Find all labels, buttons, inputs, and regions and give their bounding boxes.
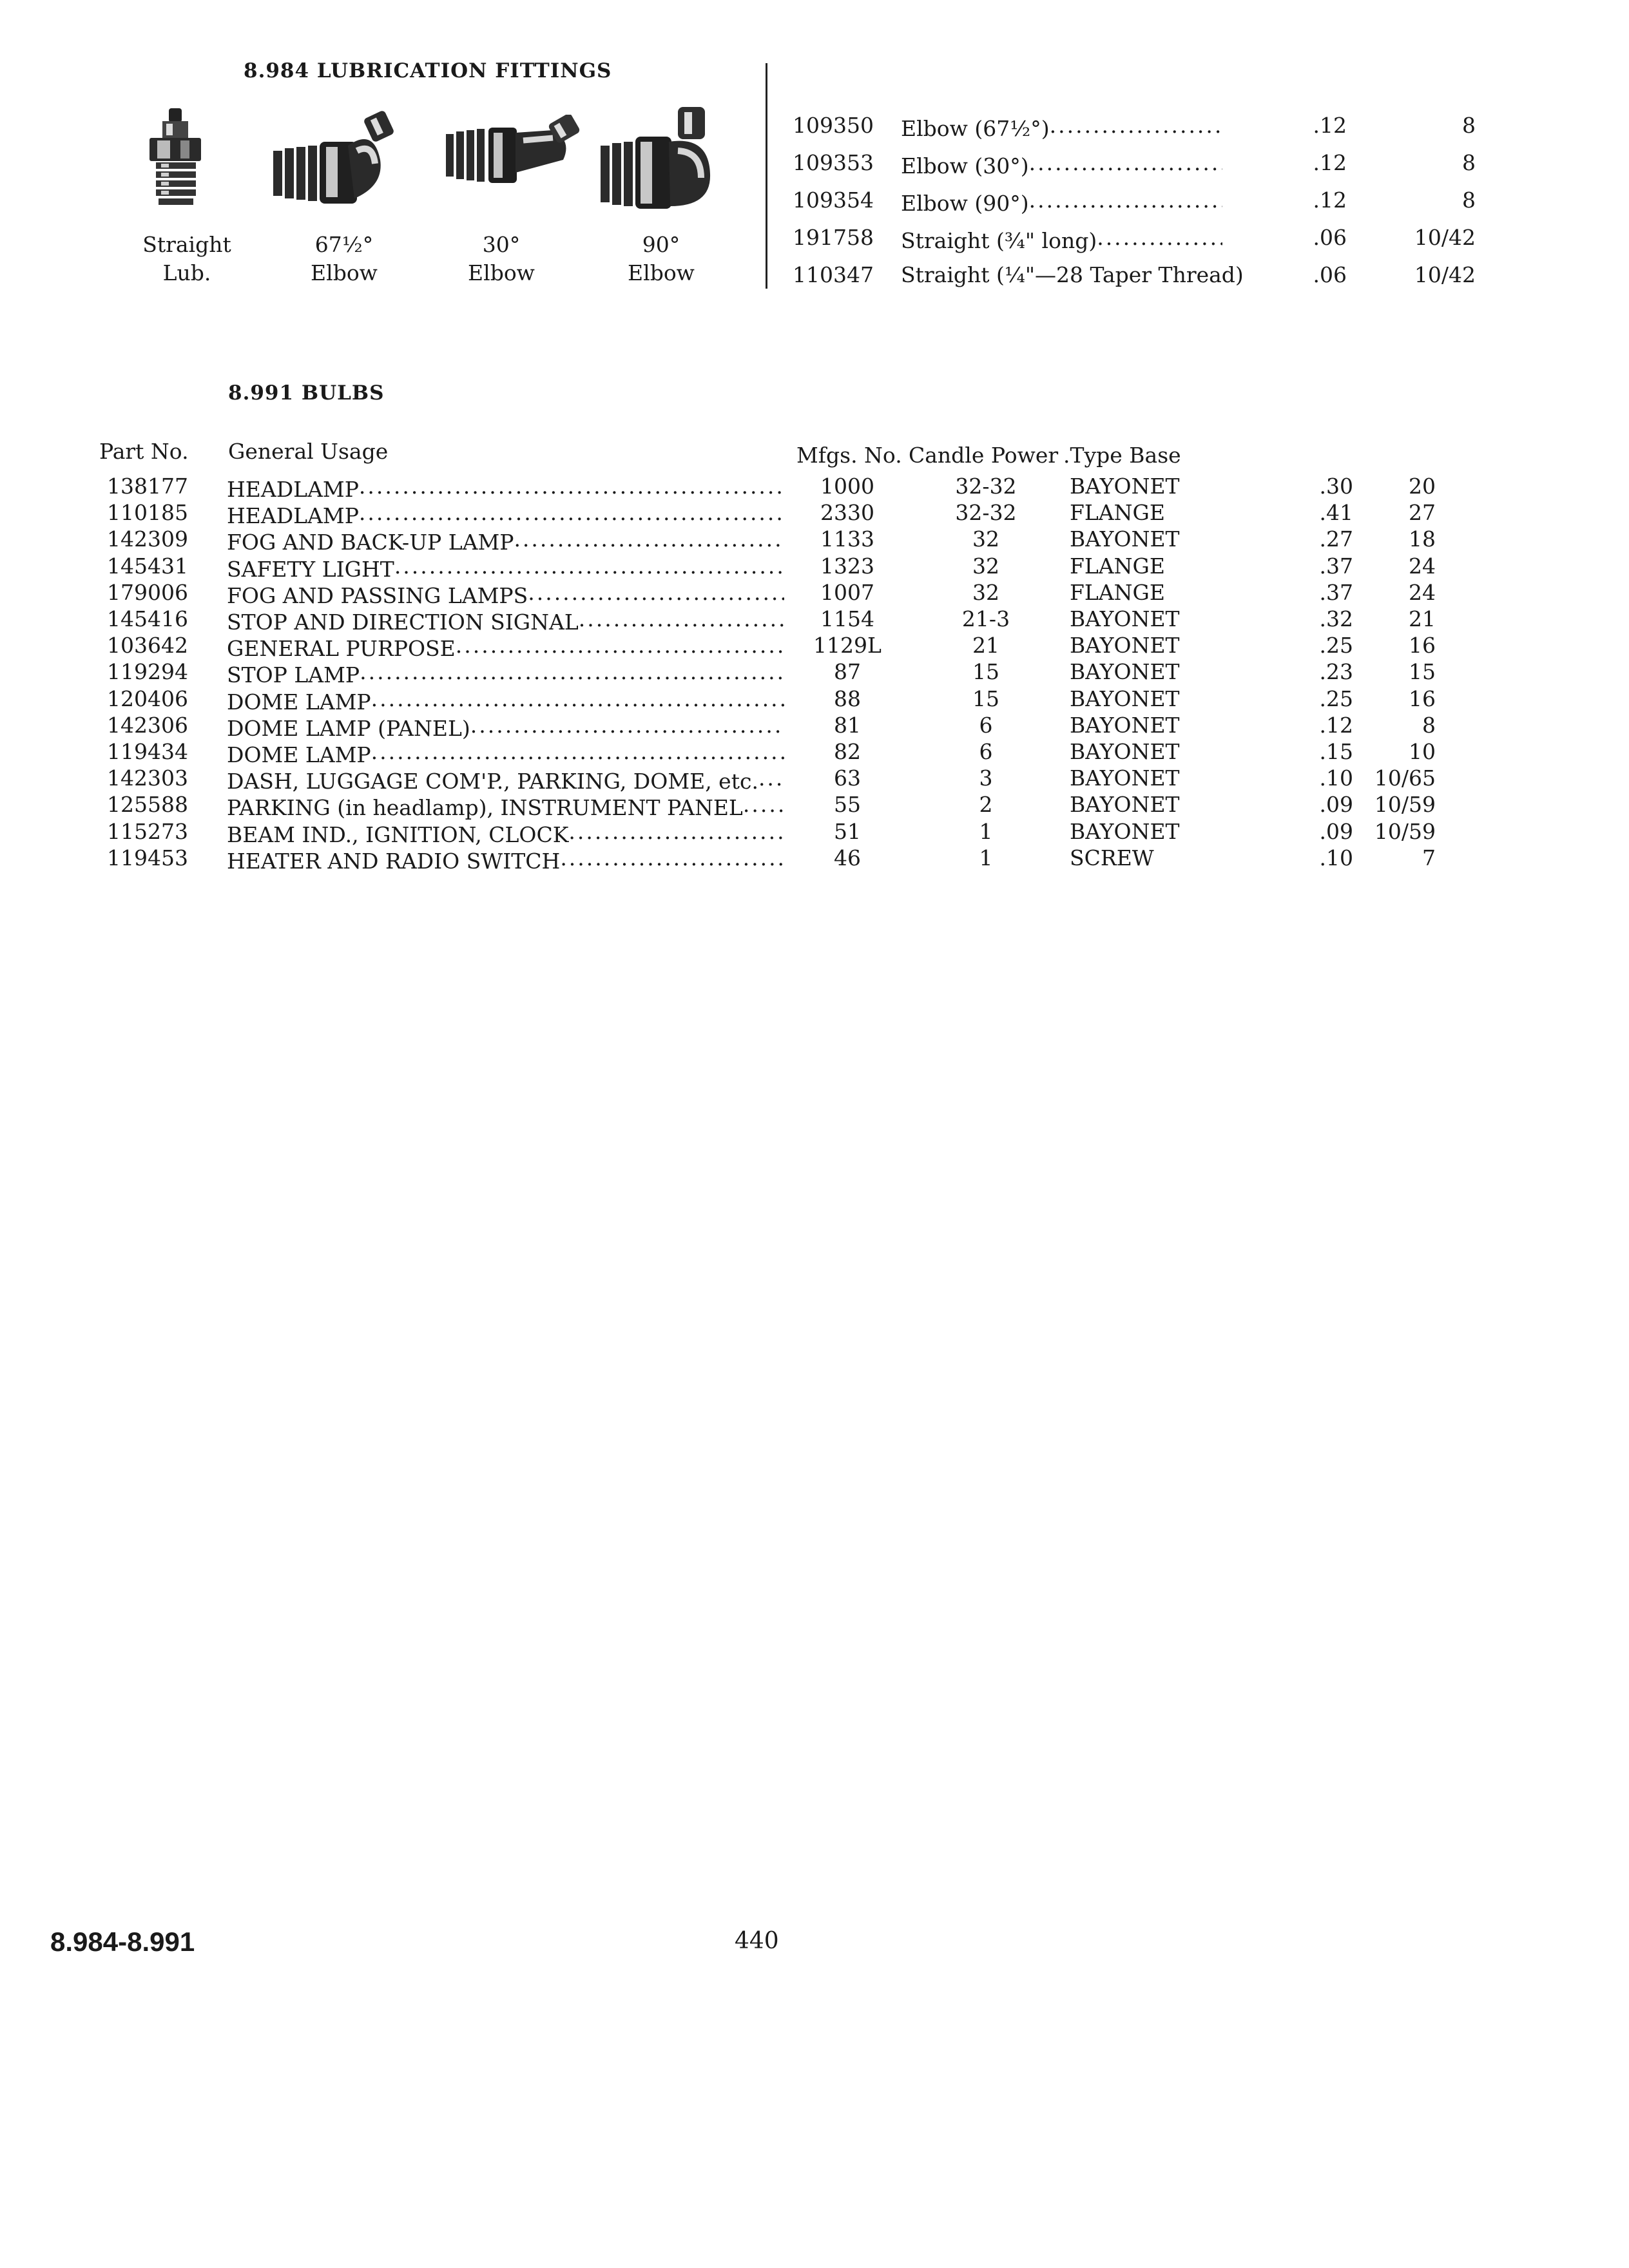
bulb-mfgs-no: 46 <box>834 845 861 870</box>
bulb-type-base: FLANGE <box>1070 500 1165 526</box>
dot-leader <box>359 502 784 523</box>
bulb-quantity: 27 <box>1409 500 1436 526</box>
bulb-type-base: BAYONET <box>1070 633 1180 658</box>
bulb-candle-power: 15 <box>972 686 999 711</box>
bulb-row <box>0 818 1629 847</box>
bulb-candle-power: 21-3 <box>961 606 1010 631</box>
bulb-part-no: 103642 <box>107 633 188 658</box>
bulb-part-no: 119453 <box>107 845 188 870</box>
bulb-row <box>0 847 1629 873</box>
fitting-quantity: 8 <box>1462 113 1476 138</box>
caption-elbow-67 <box>273 231 415 287</box>
fitting-description: Straight (¼"—28 Taper Thread) <box>901 262 1244 287</box>
bulb-row <box>0 476 1629 501</box>
fitting-description: Straight (¾" long)..... <box>901 227 1222 251</box>
bulb-row <box>0 767 1629 793</box>
bulb-usage: DOME LAMP (PANEL)..... <box>227 715 784 739</box>
bulb-quantity: 10/59 <box>1374 792 1436 818</box>
bulb-quantity: 15 <box>1409 659 1436 685</box>
dot-leader <box>371 741 784 762</box>
dot-leader <box>528 582 784 603</box>
bulb-usage: SAFETY LIGHT..... <box>227 555 784 580</box>
bulb-quantity: 16 <box>1409 633 1436 658</box>
fitting-part-no: 109354 <box>793 187 874 213</box>
bulb-quantity: 10 <box>1409 739 1436 764</box>
caption-line: 30° <box>482 232 521 257</box>
fitting-description: Elbow (30°)..... <box>901 152 1222 177</box>
elbow-90-fitting-photo <box>598 103 720 213</box>
header-mfgs-no: Mfgs. No. <box>796 443 902 468</box>
fitting-price: .12 <box>1313 150 1347 175</box>
fitting-part-no: 191758 <box>793 225 874 250</box>
bulb-candle-power: 32-32 <box>955 474 1017 499</box>
bulb-candle-power: 32 <box>972 553 999 579</box>
fitting-price: .06 <box>1313 262 1347 287</box>
bulb-quantity: 20 <box>1409 474 1436 499</box>
dot-leader <box>470 715 784 736</box>
bulb-part-no: 142303 <box>107 765 188 791</box>
fitting-quantity: 10/42 <box>1414 225 1476 250</box>
bulb-part-no: 142306 <box>107 712 188 738</box>
bulb-part-no: 120406 <box>107 686 188 711</box>
column-divider <box>766 63 767 289</box>
caption-line: 67½° <box>314 232 374 257</box>
fitting-part-no: 109350 <box>793 113 874 138</box>
bulb-part-no: 119294 <box>107 659 188 685</box>
dot-leader <box>371 688 784 709</box>
bulb-row <box>0 688 1629 714</box>
bulb-price: .30 <box>1319 474 1353 499</box>
dot-leader <box>359 476 784 497</box>
bulb-price: .25 <box>1319 686 1353 711</box>
fitting-description: Elbow (90°)..... <box>901 189 1222 214</box>
bulb-type-base: BAYONET <box>1070 686 1180 711</box>
bulb-price: .15 <box>1319 739 1353 764</box>
bulb-price: .37 <box>1319 553 1353 579</box>
dot-leader <box>568 821 784 842</box>
bulb-usage: HEADLAMP..... <box>227 476 784 500</box>
bulb-type-base: BAYONET <box>1070 659 1180 685</box>
dot-leader <box>360 661 784 682</box>
bulb-row <box>0 661 1629 687</box>
bulb-usage: GENERAL PURPOSE..... <box>227 635 784 659</box>
fitting-part-no: 110347 <box>793 262 874 287</box>
bulb-usage: PARKING (in headlamp), INSTRUMENT PANEL..... <box>227 794 784 818</box>
bulb-quantity: 10/59 <box>1374 818 1436 844</box>
bulb-row <box>0 502 1629 528</box>
bulb-row <box>0 794 1629 820</box>
fitting-quantity: 8 <box>1462 187 1476 213</box>
caption-straight-lub <box>116 231 258 287</box>
caption-line: Elbow <box>628 260 695 285</box>
bulb-part-no: 110185 <box>107 500 188 526</box>
bulb-quantity: 24 <box>1409 553 1436 579</box>
bulb-row <box>0 528 1629 554</box>
bulb-part-no: 115273 <box>107 818 188 844</box>
bulb-quantity: 21 <box>1409 606 1436 631</box>
bulb-candle-power: 6 <box>979 712 993 738</box>
fitting-part-no: 109353 <box>793 150 874 175</box>
bulb-type-base: FLANGE <box>1070 553 1165 579</box>
caption-line: Lub. <box>162 260 211 285</box>
bulb-mfgs-no: 55 <box>834 792 861 818</box>
bulb-row <box>0 635 1629 660</box>
bulb-mfgs-no: 1129L <box>813 633 882 658</box>
bulb-price: .10 <box>1319 845 1353 870</box>
bulb-type-base: BAYONET <box>1070 606 1180 631</box>
bulb-candle-power: 15 <box>972 659 999 685</box>
dot-leader <box>758 767 784 789</box>
caption-line: Elbow <box>468 260 535 285</box>
lubrication-heading: 8.984 LUBRICATION FITTINGS <box>244 59 612 82</box>
bulb-type-base: BAYONET <box>1070 526 1180 552</box>
fitting-quantity: 10/42 <box>1414 262 1476 287</box>
bulb-mfgs-no: 51 <box>834 818 861 844</box>
bulb-mfgs-no: 81 <box>834 712 861 738</box>
dot-leader <box>514 528 784 550</box>
bulb-price: .23 <box>1319 659 1353 685</box>
dot-leader <box>394 555 784 577</box>
bulb-usage: FOG AND BACK-UP LAMP..... <box>227 528 784 553</box>
bulb-mfgs-no: 1000 <box>820 474 874 499</box>
bulb-usage: HEADLAMP..... <box>227 502 784 526</box>
straight-fitting-photo <box>140 103 211 213</box>
bulb-price: .37 <box>1319 579 1353 605</box>
bulb-row <box>0 579 1629 608</box>
bulb-type-base: BAYONET <box>1070 792 1180 818</box>
bulb-usage: DOME LAMP..... <box>227 741 784 765</box>
bulb-part-no: 145416 <box>107 606 188 631</box>
fitting-quantity: 8 <box>1462 150 1476 175</box>
bulb-price: .41 <box>1319 500 1353 526</box>
caption-elbow-90 <box>590 231 732 287</box>
page-number: 440 <box>735 1928 779 1954</box>
caption-line: Elbow <box>311 260 378 285</box>
header-candle-power: Candle Power <box>909 443 1059 468</box>
bulb-candle-power: 32 <box>972 526 999 552</box>
bulb-candle-power: 6 <box>979 739 993 764</box>
caption-elbow-30 <box>430 231 572 287</box>
bulb-type-base: BAYONET <box>1070 712 1180 738</box>
fitting-price: .12 <box>1313 113 1347 138</box>
bulbs-heading: 8.991 BULBS <box>228 381 385 405</box>
bulb-usage: FOG AND PASSING LAMPS..... <box>227 582 784 606</box>
bulb-usage: BEAM IND., IGNITION, CLOCK..... <box>227 821 784 845</box>
bulb-usage: HEATER AND RADIO SWITCH..... <box>227 847 784 872</box>
bulb-quantity: 16 <box>1409 686 1436 711</box>
caption-line: 90° <box>642 232 680 257</box>
bulb-part-no: 119434 <box>107 739 188 764</box>
bulb-type-base: BAYONET <box>1070 739 1180 764</box>
bulb-quantity: 7 <box>1422 845 1436 870</box>
header-general-usage: General Usage <box>228 439 389 464</box>
bulb-mfgs-no: 1323 <box>820 553 874 579</box>
bulb-price: .25 <box>1319 633 1353 658</box>
bulb-quantity: 8 <box>1422 712 1436 738</box>
bulb-type-base: SCREW <box>1070 845 1154 870</box>
bulb-type-base: BAYONET <box>1070 818 1180 844</box>
header-type-base: .Type Base <box>1063 443 1181 468</box>
bulb-part-no: 138177 <box>107 474 188 499</box>
bulb-mfgs-no: 1154 <box>820 606 874 631</box>
bulb-mfgs-no: 88 <box>834 686 861 711</box>
bulb-candle-power: 2 <box>979 792 993 818</box>
bulb-candle-power: 1 <box>979 845 993 870</box>
bulb-candle-power: 3 <box>979 765 993 791</box>
bulb-usage: DOME LAMP..... <box>227 688 784 713</box>
bulb-row <box>0 555 1629 581</box>
bulb-usage: STOP LAMP..... <box>227 661 784 686</box>
bulb-usage: DASH, LUGGAGE COM'P., PARKING, DOME, etc...... <box>227 767 784 792</box>
bulb-row <box>0 712 1629 741</box>
bulb-part-no: 145431 <box>107 553 188 579</box>
bulb-mfgs-no: 2330 <box>820 500 874 526</box>
bulb-price: .10 <box>1319 765 1353 791</box>
bulb-mfgs-no: 87 <box>834 659 861 685</box>
bulb-price: .09 <box>1319 818 1353 844</box>
bulb-candle-power: 32-32 <box>955 500 1017 526</box>
bulb-quantity: 18 <box>1409 526 1436 552</box>
bulb-price: .09 <box>1319 792 1353 818</box>
bulb-part-no: 125588 <box>107 792 188 818</box>
bulb-quantity: 10/65 <box>1374 765 1436 791</box>
dot-leader <box>456 635 784 656</box>
bulb-price: .12 <box>1319 712 1353 738</box>
dot-leader <box>743 794 784 815</box>
dot-leader <box>560 847 784 869</box>
fitting-description: Elbow (67½°)..... <box>901 115 1222 139</box>
bulb-candle-power: 1 <box>979 818 993 844</box>
dot-leader <box>579 608 784 629</box>
bulb-type-base: BAYONET <box>1070 474 1180 499</box>
elbow-30-fitting-photo <box>443 115 585 198</box>
bulb-part-no: 142309 <box>107 526 188 552</box>
bulb-price: .27 <box>1319 526 1353 552</box>
caption-line: Straight <box>142 232 231 257</box>
bulb-row <box>0 741 1629 767</box>
bulb-mfgs-no: 1133 <box>820 526 874 552</box>
bulb-type-base: FLANGE <box>1070 579 1165 605</box>
bulb-quantity: 24 <box>1409 579 1436 605</box>
fitting-price: .12 <box>1313 187 1347 213</box>
bulb-mfgs-no: 63 <box>834 765 861 791</box>
bulb-mfgs-no: 82 <box>834 739 861 764</box>
elbow-67-fitting-photo <box>271 108 406 205</box>
bulb-price: .32 <box>1319 606 1353 631</box>
bulb-row <box>0 608 1629 634</box>
bulb-type-base: BAYONET <box>1070 765 1180 791</box>
bulb-candle-power: 21 <box>972 633 999 658</box>
section-range: 8.984-8.991 <box>50 1927 195 1957</box>
bulb-mfgs-no: 1007 <box>820 579 874 605</box>
fitting-price: .06 <box>1313 225 1347 250</box>
bulb-usage: STOP AND DIRECTION SIGNAL..... <box>227 608 784 633</box>
bulb-part-no: 179006 <box>107 579 188 605</box>
bulb-candle-power: 32 <box>972 579 999 605</box>
header-part-no: Part No. <box>99 439 189 464</box>
